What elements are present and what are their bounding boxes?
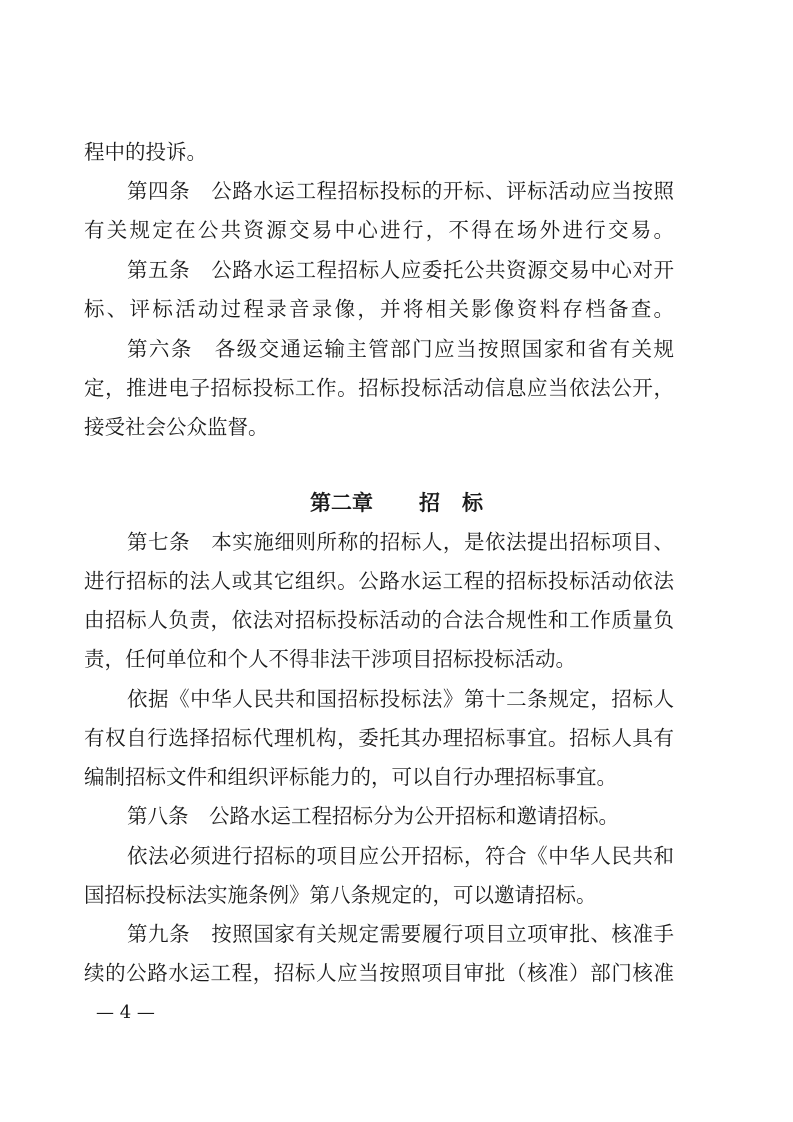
paragraph-line: 依法必须进行招标的项目应公开招标，符合《中华人民共和 bbox=[127, 844, 674, 868]
text-line: 进行招标的法人或其它组织。公路水运工程的招标投标活动依法 bbox=[84, 569, 674, 593]
text-line: 有权自行选择招标代理机构，委托其办理招标事宜。招标人具有 bbox=[84, 726, 674, 750]
text-line: 国招标投标法实施条例》第八条规定的，可以邀请招标。 bbox=[84, 883, 597, 907]
article-5-line: 第五条 公路水运工程招标人应委托公共资源交易中心对开 bbox=[127, 258, 674, 282]
text-line: 定，推进电子招标投标工作。招标投标活动信息应当依法公开， bbox=[84, 376, 674, 400]
text-line: 接受社会公众监督。 bbox=[84, 415, 269, 439]
article-9-line: 第九条 按照国家有关规定需要履行项目立项审批、核准手 bbox=[127, 922, 674, 946]
text-line: 编制招标文件和组织评标能力的，可以自行办理招标事宜。 bbox=[84, 765, 617, 789]
text-line: 程中的投诉。 bbox=[84, 140, 207, 164]
chapter-title-char: 招 bbox=[419, 491, 440, 515]
article-8-line: 第八条 公路水运工程招标分为公开招标和邀请招标。 bbox=[127, 804, 619, 828]
text-line: 由招标人负责，依法对招标投标活动的合法合规性和工作质量负 bbox=[84, 608, 674, 632]
paragraph-line: 依据《中华人民共和国招标投标法》第十二条规定，招标人 bbox=[127, 687, 674, 711]
page-number: — 4 — bbox=[96, 1002, 155, 1023]
article-4-line: 第四条 公路水运工程招标投标的开标、评标活动应当按照 bbox=[127, 179, 674, 203]
chapter-number: 第二章 bbox=[310, 491, 373, 515]
chapter-heading bbox=[0, 488, 793, 518]
chapter-title-char: 标 bbox=[462, 491, 483, 515]
article-6-line: 第六条 各级交通运输主管部门应当按照国家和省有关规 bbox=[127, 337, 674, 361]
text-line: 续的公路水运工程，招标人应当按照项目审批（核准）部门核准 bbox=[84, 961, 674, 985]
text-line: 责，任何单位和个人不得非法干涉项目招标投标活动。 bbox=[84, 647, 576, 671]
article-7-line: 第七条 本实施细则所称的招标人，是依法提出招标项目、 bbox=[127, 530, 674, 554]
text-line: 有关规定在公共资源交易中心进行，不得在场外进行交易。 bbox=[84, 218, 674, 242]
text-line: 标、评标活动过程录音录像，并将相关影像资料存档备查。 bbox=[84, 297, 674, 321]
